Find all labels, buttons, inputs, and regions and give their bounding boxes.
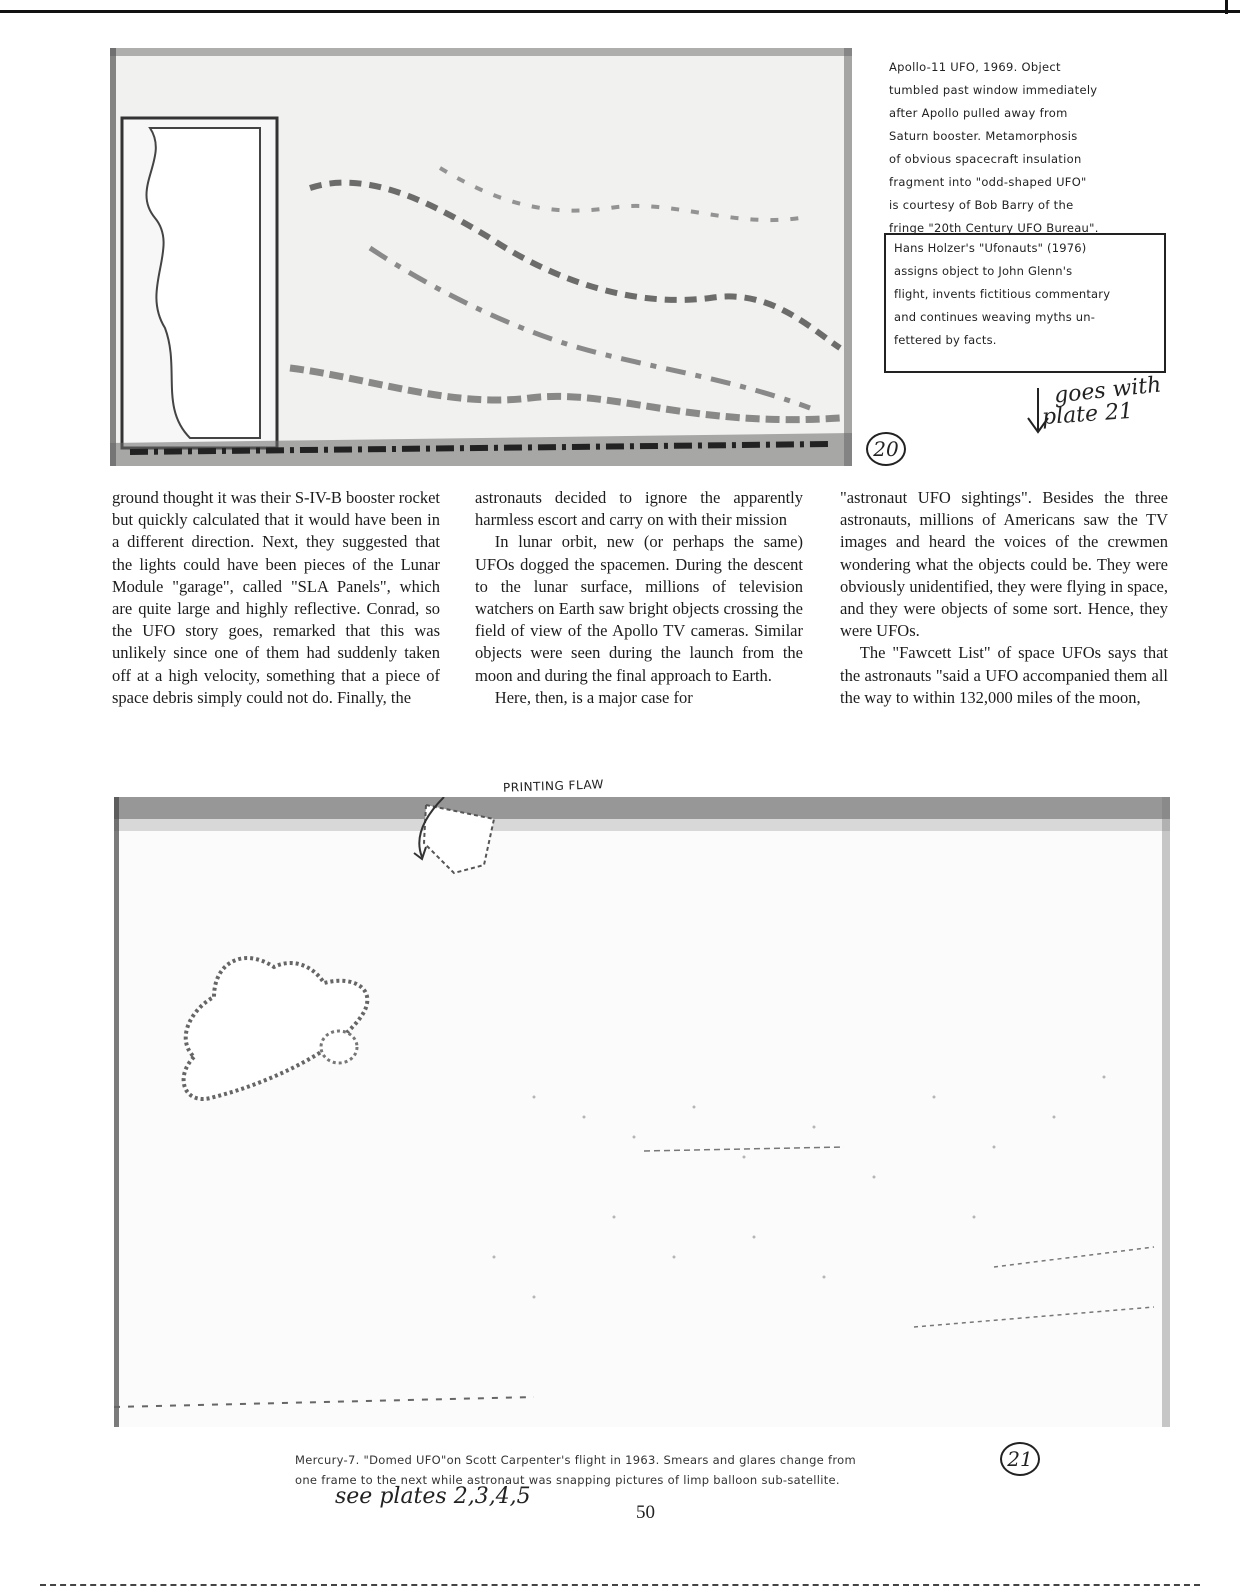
paragraph: The "Fawcett List" of space UFOs says that the astronauts "said a UFO accompanied them all the way to within 132,000 miles of the moon,	[840, 643, 1168, 707]
top-border-corner	[1225, 0, 1234, 14]
printing-flaw-note: PRINTING FLAW	[502, 777, 605, 795]
page-number: 50	[636, 1502, 655, 1523]
paragraph: Here, then, is a major case for	[494, 687, 693, 707]
apollo-11-photo	[110, 48, 852, 466]
paragraph: astronauts decided to ignore the apparently harmless escort and carry on with their mission	[475, 488, 803, 530]
note-line: assigns object to John Glenn's	[894, 264, 1073, 278]
caption-line: is courtesy of Bob Barry of the	[889, 198, 1074, 212]
paragraph: ground thought it was their S-IV-B booster rocket but quickly calculated that it would have been in a different direction. Next, they suggested that the lights could have been pieces of the Lunar Module "garage", called "SLA Panels", which are quite large and highly reflective. Conrad, so the UFO story goes, remarked that this was unlikely since one of them had suddenly taken off at a high velocity, something that a piece of space debris simply could not do. Finally, the	[112, 488, 440, 707]
plate-number-20: 20	[866, 432, 906, 466]
handwritten-goes-with: goes with	[1052, 372, 1163, 409]
apollo-11-photo-graphic	[110, 48, 852, 466]
caption-line: after Apollo pulled away from	[889, 106, 1068, 120]
plate-number-21: 21	[1000, 1442, 1040, 1476]
mercury-7-photo-graphic	[114, 797, 1170, 1427]
apollo-11-caption	[889, 56, 1175, 240]
holzer-boxed-note	[884, 233, 1166, 373]
mercury-7-photo	[114, 797, 1170, 1427]
paragraph: "astronaut UFO sightings". Besides the three astronauts, millions of Americans saw the TV images and heard the voices of the crewmen wondering what the objects could be. They were obviously unidentified, they were flying in space, and they were objects of some sort. Hence, they were UFOs.	[840, 488, 1168, 641]
caption-line: Saturn booster. Metamorphosis	[889, 129, 1078, 143]
caption-line: fragment into "odd-shaped UFO"	[889, 175, 1087, 189]
text-column-3	[840, 487, 1168, 709]
note-line: Hans Holzer's "Ufonauts" (1976)	[894, 241, 1087, 255]
caption-line: Mercury-7. "Domed UFO"on Scott Carpenter's flight in 1963. Smears and glares change from	[295, 1453, 856, 1467]
caption-line: fringe "20th Century UFO Bureau".	[889, 221, 1099, 235]
text-column-1	[112, 487, 440, 709]
caption-line: Apollo-11 UFO, 1969. Object	[889, 60, 1061, 74]
top-border-rule	[0, 0, 1240, 13]
bottom-border-rule	[40, 1584, 1200, 1586]
note-line: and continues weaving myths un-	[894, 310, 1096, 324]
handwritten-plate-21: plate 21	[1041, 398, 1134, 431]
note-line: fettered by facts.	[894, 333, 997, 347]
caption-line: tumbled past window immediately	[889, 83, 1098, 97]
paragraph: In lunar orbit, new (or perhaps the same) UFOs dogged the spacemen. During the descent to the lunar surface, millions of television watchers on Earth saw bright objects crossing the field of view of the Apollo TV cameras. Similar objects were seen during the launch from the moon and during the final approach to Earth.	[475, 532, 803, 685]
caption-line: of obvious spacecraft insulation	[889, 152, 1082, 166]
note-line: flight, invents fictitious commentary	[894, 287, 1111, 301]
handwritten-see-plates: see plates 2,3,4,5	[335, 1484, 531, 1509]
caption-line: one frame to the next while astronaut was snapping pictures of limp balloon sub-satellite.	[295, 1473, 840, 1487]
text-column-2	[475, 487, 803, 709]
